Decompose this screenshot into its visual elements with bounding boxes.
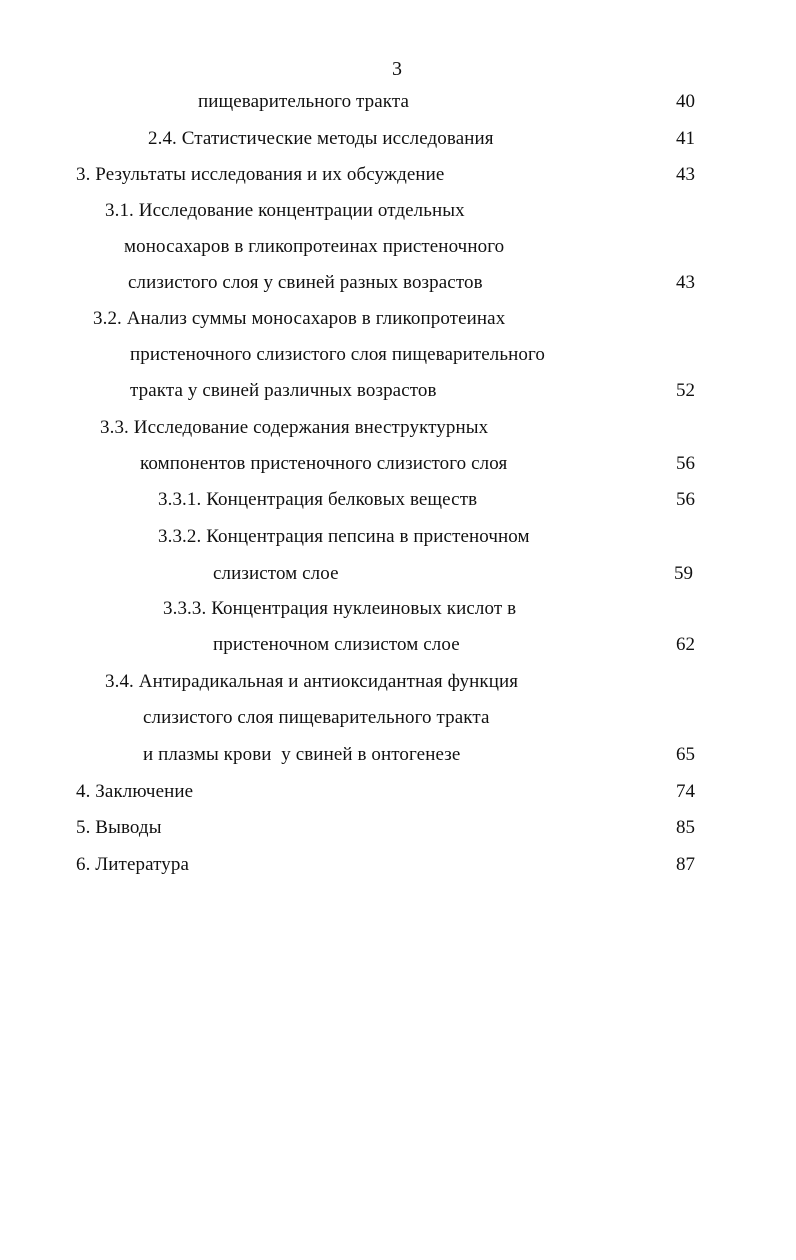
toc-entry-page: 62 <box>676 634 695 655</box>
toc-entry-text: слизистого слоя у свиней разных возрастов <box>128 272 483 293</box>
toc-entry-page: 52 <box>676 380 695 401</box>
toc-entry-text: слизистого слоя пищеварительного тракта <box>143 707 490 728</box>
toc-entry-text: 5. Выводы <box>76 817 162 838</box>
toc-entry-text: 4. Заключение <box>76 781 194 802</box>
toc-entry-page: 56 <box>676 453 695 474</box>
toc-entry-page: 43 <box>676 164 695 185</box>
toc-entry-text: пристеночном слизистом слое <box>213 634 460 655</box>
toc-entry-page: 41 <box>676 128 695 149</box>
toc-entry-page: 40 <box>676 91 695 112</box>
toc-entry-page: 59 <box>674 563 693 584</box>
toc-entry-text: 3.3.2. Концентрация пепсина в пристеночном <box>158 526 530 547</box>
toc-entry-text: и плазмы крови у свиней в онтогенезе <box>143 744 461 765</box>
toc-entry-page: 56 <box>676 489 695 510</box>
toc-entry-text: 2.4. Статистические методы исследования <box>148 128 494 149</box>
toc-entry-text: 3. Результаты исследования и их обсуждение <box>76 164 445 185</box>
toc-entry-text: 3.4. Антирадикальная и антиоксидантная функция <box>105 671 519 692</box>
toc-entry-text: пищеварительного тракта <box>198 91 410 112</box>
page-number: 3 <box>392 58 402 80</box>
toc-entry-text: 6. Литература <box>76 854 190 875</box>
toc-entry-text: компонентов пристеночного слизистого слоя <box>140 453 508 474</box>
toc-entry-text: 3.2. Анализ суммы моносахаров в гликопротеинах <box>93 308 506 329</box>
toc-entry-text: слизистом слое <box>213 563 339 584</box>
toc-entry-page: 65 <box>676 744 695 765</box>
toc-entry-text: 3.3. Исследование содержания внеструктурных <box>100 417 489 438</box>
toc-entry-page: 87 <box>676 854 695 875</box>
toc-entry-text: пристеночного слизистого слоя пищеварительного <box>130 344 546 365</box>
toc-entry-text: тракта у свиней различных возрастов <box>130 380 437 401</box>
toc-entry-text: моносахаров в гликопротеинах пристеночного <box>124 236 505 257</box>
toc-entry-text: 3.3.3. Концентрация нуклеиновых кислот в <box>163 598 517 619</box>
toc-entry-page: 85 <box>676 817 695 838</box>
toc-entry-page: 43 <box>676 272 695 293</box>
toc-entry-text: 3.1. Исследование концентрации отдельных <box>105 200 465 221</box>
toc-entry-text: 3.3.1. Концентрация белковых веществ <box>158 489 478 510</box>
toc-entry-page: 74 <box>676 781 695 802</box>
